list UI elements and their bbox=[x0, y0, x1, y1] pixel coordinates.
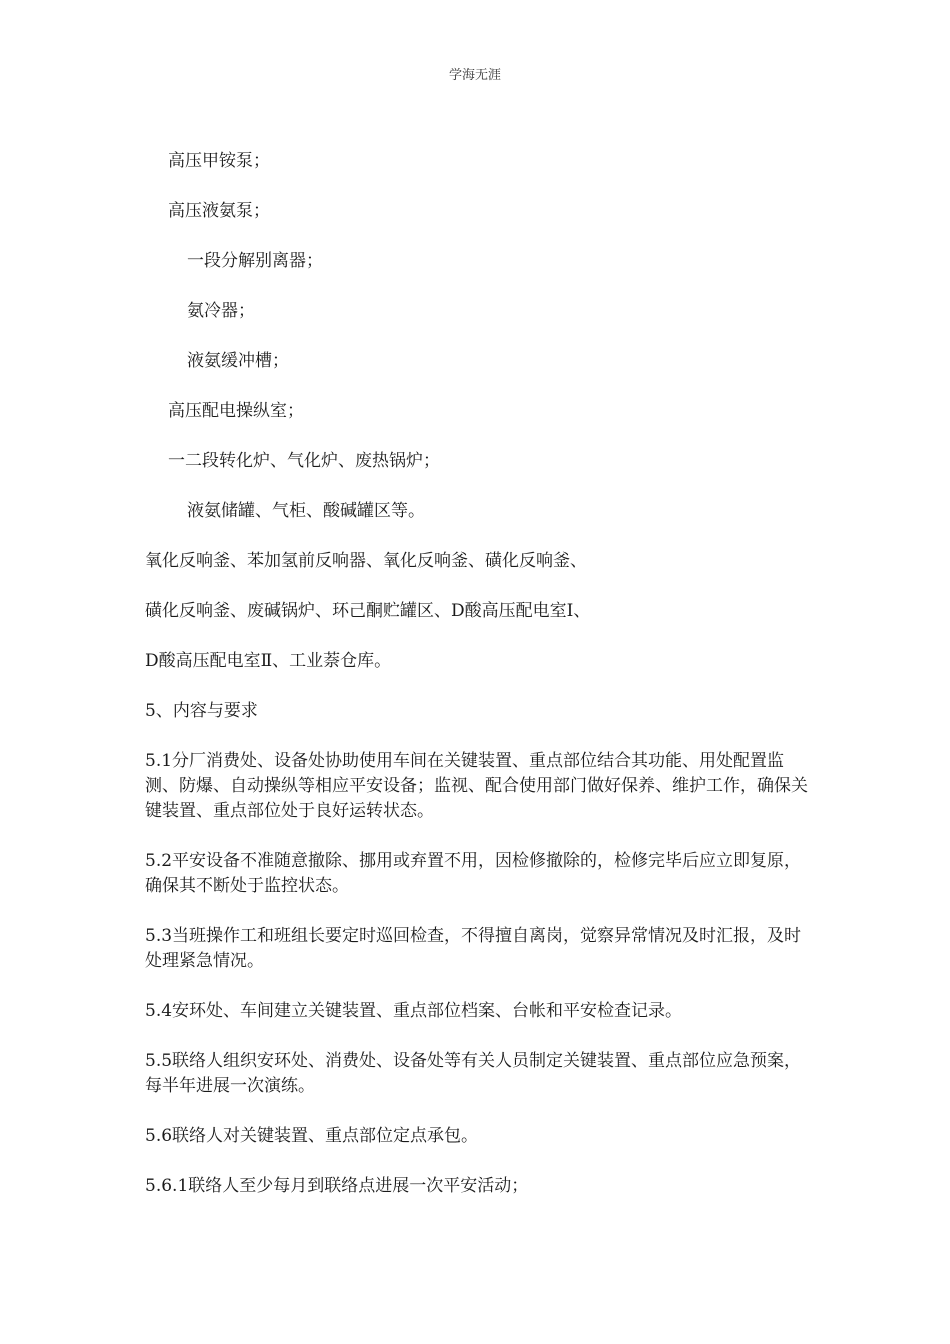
list-item-first-stage-separator: 一段分解别离器； bbox=[187, 251, 323, 271]
list-item-ammonia-cooler: 氨冷器； bbox=[187, 301, 255, 321]
paragraph-5-4: 5.4安环处、车间建立关键装置、重点部位档案、台帐和平安检查记录。 bbox=[145, 1001, 683, 1021]
paragraph-5-1: 5.1分厂消费处、设备处协助使用车间在关键装置、重点部位结合其功能、用处配置监测、防爆、自动操纵等相应平安设备；监视、配合使用部门做好保养、维护工作，确保关键装置、重点部位处于良好运转状态。 bbox=[145, 751, 808, 821]
list-item-tank-areas: 液氨储罐、气柜、酸碱罐区等。 bbox=[187, 501, 425, 521]
text-line-reactors-1: 氧化反响釜、苯加氢前反响器、氧化反响釜、磺化反响釜、 bbox=[145, 551, 587, 571]
list-item-ammonia-buffer-tank: 液氨缓冲槽； bbox=[187, 351, 289, 371]
text-line-reactors-2: 磺化反响釜、废碱锅炉、环己酮贮罐区、D酸高压配电室Ⅰ、 bbox=[145, 601, 591, 621]
list-item-high-voltage-control-room: 高压配电操纵室； bbox=[168, 401, 304, 421]
paragraph-5-5: 5.5联络人组织安环处、消费处、设备处等有关人员制定关键装置、重点部位应急预案，每半年进展一次演练。 bbox=[145, 1051, 802, 1096]
list-item-reformers-gasifier-boiler: 一二段转化炉、气化炉、废热锅炉； bbox=[168, 451, 440, 471]
paragraph-5-2: 5.2平安设备不准随意撤除、挪用或弃置不用，因检修撤除的，检修完毕后应立即复原，确保其不断处于监控状态。 bbox=[145, 851, 802, 896]
paragraph-5-6-1: 5.6.1联络人至少每月到联络点进展一次平安活动； bbox=[145, 1176, 529, 1196]
list-item-high-pressure-carbamate-pump: 高压甲铵泵； bbox=[168, 151, 270, 171]
text-line-reactors-3: D酸高压配电室Ⅱ、工业萘仓库。 bbox=[145, 651, 392, 671]
paragraph-5-6: 5.6联络人对关键装置、重点部位定点承包。 bbox=[145, 1126, 479, 1146]
paragraph-5-3: 5.3当班操作工和班组长要定时巡回检查，不得擅自离岗，觉察异常情况及时汇报，及时处理紧急情况。 bbox=[145, 926, 802, 971]
list-item-high-pressure-liquid-ammonia-pump: 高压液氨泵； bbox=[168, 201, 270, 221]
page-header: 学海无涯 bbox=[448, 68, 501, 83]
section-heading-5: 5、内容与要求 bbox=[145, 701, 258, 721]
